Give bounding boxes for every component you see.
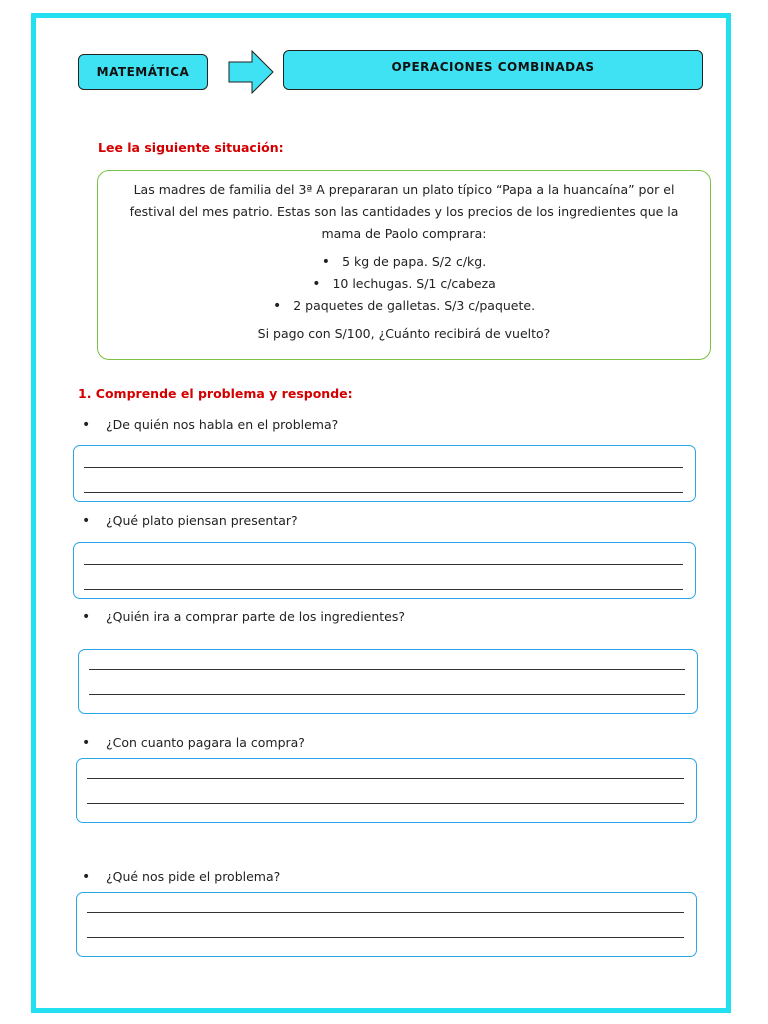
topic-label: OPERACIONES COMBINADAS bbox=[391, 60, 595, 74]
answer-box-3[interactable] bbox=[78, 649, 698, 714]
question-1 bbox=[82, 417, 338, 433]
answer-line bbox=[87, 803, 684, 804]
answer-box-2[interactable] bbox=[73, 542, 696, 599]
situation-question: Si pago con S/100, ¿Cuánto recibirá de vuelto? bbox=[257, 326, 551, 341]
answer-line bbox=[89, 669, 685, 670]
question-5 bbox=[82, 869, 280, 885]
answer-line bbox=[89, 694, 685, 695]
arrow-right-icon bbox=[228, 50, 274, 94]
answer-line bbox=[84, 492, 683, 493]
situation-heading: Lee la siguiente situación: bbox=[98, 140, 284, 155]
ingredient-item: • 10 lechugas. S/1 c/cabeza bbox=[98, 273, 710, 295]
answer-line bbox=[84, 564, 683, 565]
ingredient-item: • 5 kg de papa. S/2 c/kg. bbox=[98, 251, 710, 273]
question-text: ¿De quién nos habla en el problema? bbox=[106, 417, 339, 432]
question-4 bbox=[82, 735, 305, 751]
answer-box-4[interactable] bbox=[76, 758, 697, 823]
question-3 bbox=[82, 609, 405, 625]
answer-line bbox=[87, 778, 684, 779]
answer-line bbox=[84, 467, 683, 468]
answer-box-1[interactable] bbox=[73, 445, 696, 502]
subject-box bbox=[78, 54, 208, 90]
answer-line bbox=[87, 912, 684, 913]
topic-box bbox=[283, 50, 703, 90]
bullet-icon: • bbox=[82, 513, 91, 529]
question-text: ¿Qué plato piensan presentar? bbox=[106, 513, 298, 528]
question-text: ¿Con cuanto pagara la compra? bbox=[106, 735, 305, 750]
situation-box bbox=[97, 170, 711, 360]
bullet-icon: • bbox=[82, 417, 91, 433]
section-1-heading: 1. Comprende el problema y responde: bbox=[78, 386, 353, 401]
answer-line bbox=[84, 589, 683, 590]
ingredient-list bbox=[98, 251, 710, 317]
answer-box-5[interactable] bbox=[76, 892, 697, 957]
subject-label: MATEMÁTICA bbox=[96, 65, 190, 79]
question-text: ¿Qué nos pide el problema? bbox=[106, 869, 281, 884]
ingredient-item: • 2 paquetes de galletas. S/3 c/paquete. bbox=[98, 295, 710, 317]
question-2 bbox=[82, 513, 298, 529]
bullet-icon: • bbox=[82, 609, 91, 625]
question-text: ¿Quién ira a comprar parte de los ingredientes? bbox=[106, 609, 406, 624]
bullet-icon: • bbox=[82, 735, 91, 751]
situation-intro: Las madres de familia del 3ª A prepararan un plato típico “Papa a la huancaína” por el festival del mes patrio. Estas son las cantidades y los precios de los ingredientes que la mama de Paolo comprara: bbox=[129, 182, 679, 241]
answer-line bbox=[87, 937, 684, 938]
bullet-icon: • bbox=[82, 869, 91, 885]
